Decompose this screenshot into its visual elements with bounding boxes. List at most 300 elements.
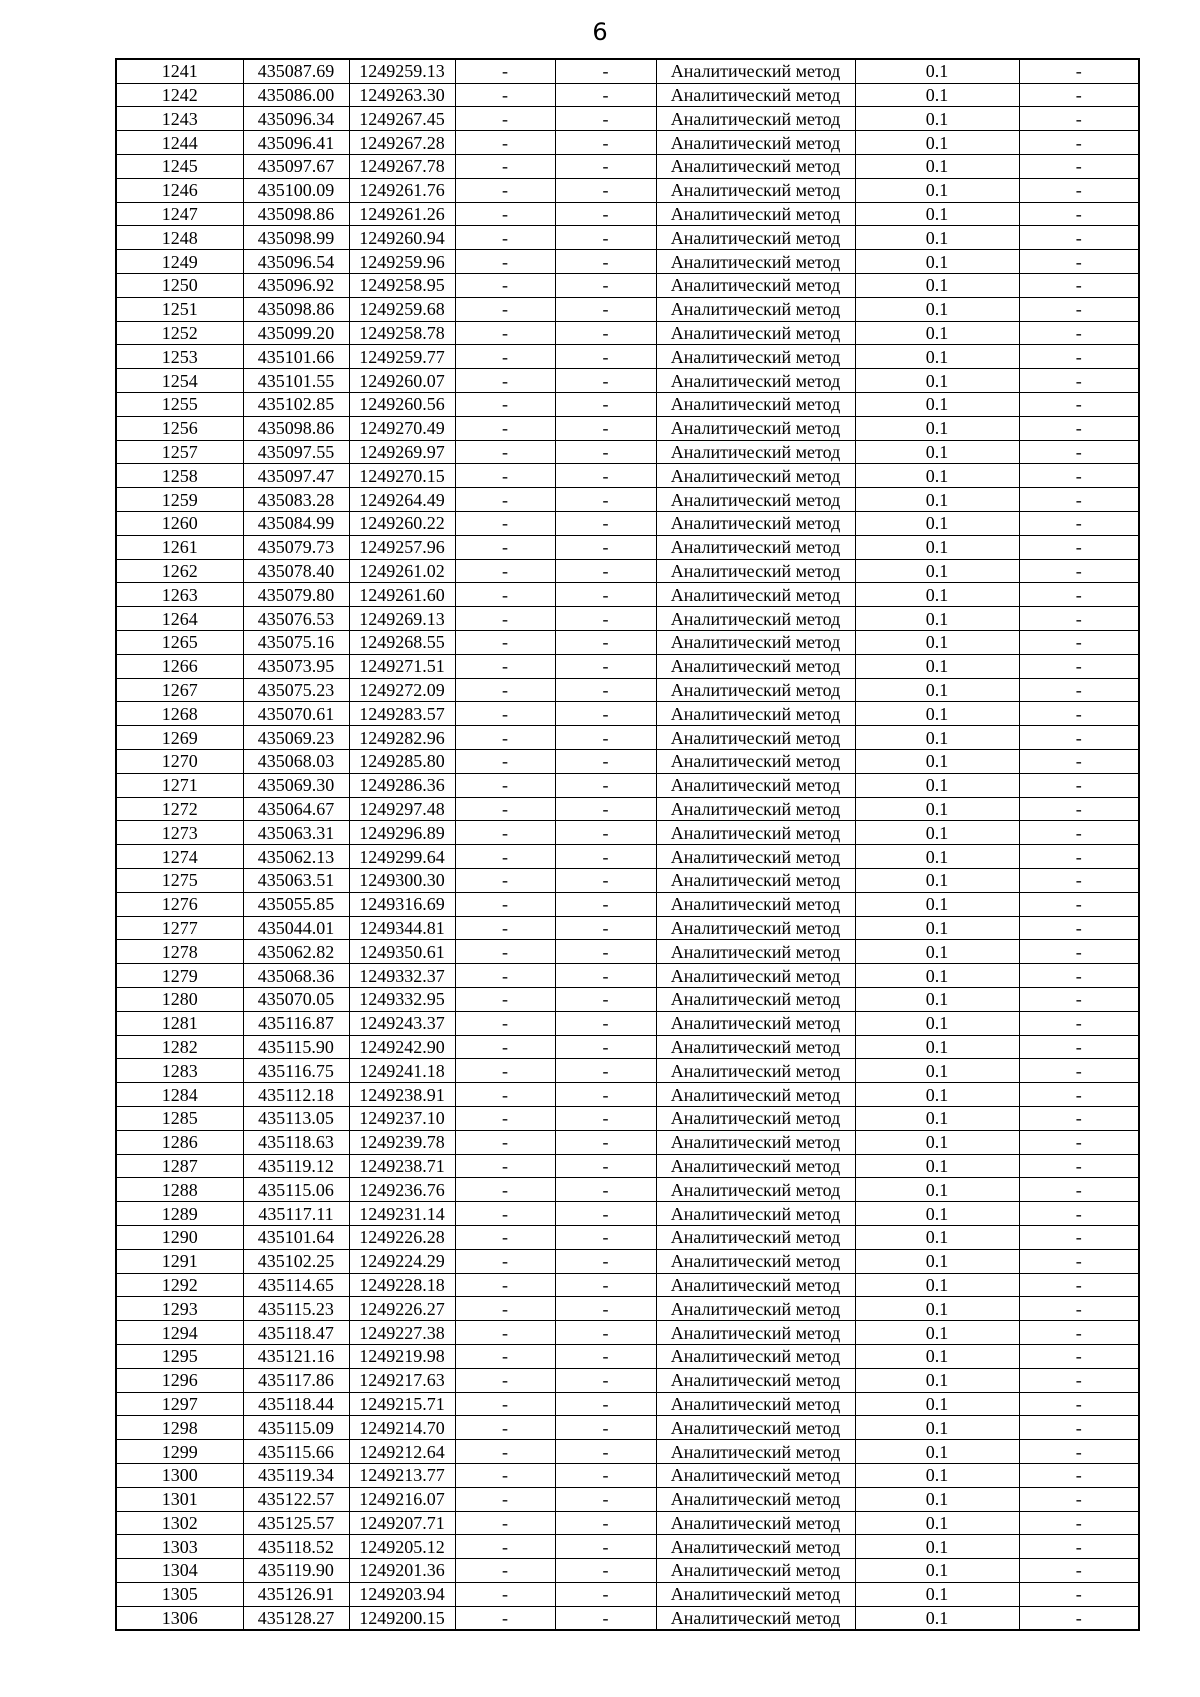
empty-dash-cell: - — [455, 83, 555, 107]
x-coordinate-cell: 435125.57 — [243, 1511, 349, 1535]
empty-dash-cell: - — [555, 750, 656, 774]
empty-dash-cell: - — [455, 987, 555, 1011]
table-row — [116, 654, 1139, 678]
x-coordinate-cell: 435098.86 — [243, 416, 349, 440]
point-number-cell: 1276 — [116, 892, 243, 916]
empty-dash-cell: - — [555, 702, 656, 726]
method-cell: Аналитический метод — [656, 59, 855, 83]
point-number-cell: 1288 — [116, 1178, 243, 1202]
method-cell: Аналитический метод — [656, 321, 855, 345]
empty-dash-cell: - — [1019, 1225, 1139, 1249]
table-row — [116, 845, 1139, 869]
point-number-cell: 1296 — [116, 1368, 243, 1392]
empty-dash-cell: - — [1019, 1202, 1139, 1226]
point-number-cell: 1279 — [116, 964, 243, 988]
point-number-cell: 1306 — [116, 1606, 243, 1630]
empty-dash-cell: - — [1019, 1416, 1139, 1440]
point-number-cell: 1303 — [116, 1535, 243, 1559]
method-cell: Аналитический метод — [656, 512, 855, 536]
empty-dash-cell: - — [455, 1083, 555, 1107]
empty-dash-cell: - — [555, 297, 656, 321]
empty-dash-cell: - — [1019, 1392, 1139, 1416]
empty-dash-cell: - — [1019, 274, 1139, 298]
y-coordinate-cell: 1249268.55 — [349, 631, 455, 655]
method-cell: Аналитический метод — [656, 1535, 855, 1559]
y-coordinate-cell: 1249200.15 — [349, 1606, 455, 1630]
method-cell: Аналитический метод — [656, 797, 855, 821]
empty-dash-cell: - — [1019, 1321, 1139, 1345]
x-coordinate-cell: 435068.36 — [243, 964, 349, 988]
table-row — [116, 274, 1139, 298]
accuracy-cell: 0.1 — [855, 178, 1019, 202]
table-row — [116, 1463, 1139, 1487]
y-coordinate-cell: 1249242.90 — [349, 1035, 455, 1059]
accuracy-cell: 0.1 — [855, 131, 1019, 155]
empty-dash-cell: - — [1019, 1463, 1139, 1487]
table-row — [116, 1249, 1139, 1273]
x-coordinate-cell: 435119.12 — [243, 1154, 349, 1178]
empty-dash-cell: - — [1019, 1059, 1139, 1083]
empty-dash-cell: - — [1019, 654, 1139, 678]
table-row — [116, 369, 1139, 393]
accuracy-cell: 0.1 — [855, 1249, 1019, 1273]
x-coordinate-cell: 435098.99 — [243, 226, 349, 250]
point-number-cell: 1282 — [116, 1035, 243, 1059]
x-coordinate-cell: 435062.13 — [243, 845, 349, 869]
table-row — [116, 178, 1139, 202]
point-number-cell: 1298 — [116, 1416, 243, 1440]
empty-dash-cell: - — [1019, 202, 1139, 226]
x-coordinate-cell: 435063.51 — [243, 868, 349, 892]
accuracy-cell: 0.1 — [855, 964, 1019, 988]
table-row — [116, 488, 1139, 512]
method-cell: Аналитический метод — [656, 202, 855, 226]
y-coordinate-cell: 1249272.09 — [349, 678, 455, 702]
y-coordinate-cell: 1249217.63 — [349, 1368, 455, 1392]
table-row — [116, 345, 1139, 369]
x-coordinate-cell: 435097.55 — [243, 440, 349, 464]
empty-dash-cell: - — [1019, 1511, 1139, 1535]
method-cell: Аналитический метод — [656, 440, 855, 464]
x-coordinate-cell: 435118.47 — [243, 1321, 349, 1345]
point-number-cell: 1289 — [116, 1202, 243, 1226]
table-row — [116, 583, 1139, 607]
method-cell: Аналитический метод — [656, 1130, 855, 1154]
empty-dash-cell: - — [555, 59, 656, 83]
method-cell: Аналитический метод — [656, 631, 855, 655]
empty-dash-cell: - — [1019, 726, 1139, 750]
accuracy-cell: 0.1 — [855, 773, 1019, 797]
x-coordinate-cell: 435122.57 — [243, 1487, 349, 1511]
x-coordinate-cell: 435069.30 — [243, 773, 349, 797]
empty-dash-cell: - — [455, 369, 555, 393]
method-cell: Аналитический метод — [656, 107, 855, 131]
point-number-cell: 1301 — [116, 1487, 243, 1511]
accuracy-cell: 0.1 — [855, 654, 1019, 678]
point-number-cell: 1302 — [116, 1511, 243, 1535]
empty-dash-cell: - — [555, 1249, 656, 1273]
empty-dash-cell: - — [555, 1535, 656, 1559]
x-coordinate-cell: 435117.11 — [243, 1202, 349, 1226]
accuracy-cell: 0.1 — [855, 1487, 1019, 1511]
empty-dash-cell: - — [555, 250, 656, 274]
empty-dash-cell: - — [455, 1368, 555, 1392]
method-cell: Аналитический метод — [656, 1035, 855, 1059]
accuracy-cell: 0.1 — [855, 321, 1019, 345]
table-row — [116, 1344, 1139, 1368]
empty-dash-cell: - — [455, 1249, 555, 1273]
empty-dash-cell: - — [1019, 1273, 1139, 1297]
method-cell: Аналитический метод — [656, 1511, 855, 1535]
x-coordinate-cell: 435121.16 — [243, 1344, 349, 1368]
y-coordinate-cell: 1249259.68 — [349, 297, 455, 321]
empty-dash-cell: - — [555, 369, 656, 393]
accuracy-cell: 0.1 — [855, 1202, 1019, 1226]
table-row — [116, 916, 1139, 940]
y-coordinate-cell: 1249227.38 — [349, 1321, 455, 1345]
accuracy-cell: 0.1 — [855, 1130, 1019, 1154]
x-coordinate-cell: 435119.90 — [243, 1559, 349, 1583]
table-row — [116, 1297, 1139, 1321]
empty-dash-cell: - — [1019, 1606, 1139, 1630]
point-number-cell: 1249 — [116, 250, 243, 274]
method-cell: Аналитический метод — [656, 297, 855, 321]
table-row — [116, 297, 1139, 321]
y-coordinate-cell: 1249226.28 — [349, 1225, 455, 1249]
y-coordinate-cell: 1249344.81 — [349, 916, 455, 940]
accuracy-cell: 0.1 — [855, 1178, 1019, 1202]
y-coordinate-cell: 1249260.56 — [349, 393, 455, 417]
y-coordinate-cell: 1249267.28 — [349, 131, 455, 155]
x-coordinate-cell: 435075.16 — [243, 631, 349, 655]
x-coordinate-cell: 435097.67 — [243, 155, 349, 179]
x-coordinate-cell: 435097.47 — [243, 464, 349, 488]
y-coordinate-cell: 1249286.36 — [349, 773, 455, 797]
y-coordinate-cell: 1249215.71 — [349, 1392, 455, 1416]
x-coordinate-cell: 435068.03 — [243, 750, 349, 774]
method-cell: Аналитический метод — [656, 845, 855, 869]
method-cell: Аналитический метод — [656, 1202, 855, 1226]
empty-dash-cell: - — [455, 1273, 555, 1297]
table-row — [116, 1559, 1139, 1583]
x-coordinate-cell: 435064.67 — [243, 797, 349, 821]
point-number-cell: 1274 — [116, 845, 243, 869]
accuracy-cell: 0.1 — [855, 274, 1019, 298]
x-coordinate-cell: 435115.09 — [243, 1416, 349, 1440]
table-row — [116, 607, 1139, 631]
point-number-cell: 1290 — [116, 1225, 243, 1249]
accuracy-cell: 0.1 — [855, 440, 1019, 464]
method-cell: Аналитический метод — [656, 702, 855, 726]
y-coordinate-cell: 1249350.61 — [349, 940, 455, 964]
accuracy-cell: 0.1 — [855, 702, 1019, 726]
table-row — [116, 1035, 1139, 1059]
empty-dash-cell: - — [555, 1392, 656, 1416]
point-number-cell: 1281 — [116, 1011, 243, 1035]
accuracy-cell: 0.1 — [855, 202, 1019, 226]
empty-dash-cell: - — [1019, 512, 1139, 536]
empty-dash-cell: - — [555, 321, 656, 345]
accuracy-cell: 0.1 — [855, 1106, 1019, 1130]
x-coordinate-cell: 435101.64 — [243, 1225, 349, 1249]
x-coordinate-cell: 435118.52 — [243, 1535, 349, 1559]
accuracy-cell: 0.1 — [855, 512, 1019, 536]
empty-dash-cell: - — [455, 678, 555, 702]
x-coordinate-cell: 435116.75 — [243, 1059, 349, 1083]
empty-dash-cell: - — [455, 1463, 555, 1487]
empty-dash-cell: - — [455, 916, 555, 940]
method-cell: Аналитический метод — [656, 83, 855, 107]
empty-dash-cell: - — [1019, 1368, 1139, 1392]
empty-dash-cell: - — [1019, 1487, 1139, 1511]
method-cell: Аналитический метод — [656, 1392, 855, 1416]
accuracy-cell: 0.1 — [855, 1273, 1019, 1297]
empty-dash-cell: - — [1019, 821, 1139, 845]
y-coordinate-cell: 1249285.80 — [349, 750, 455, 774]
coordinates-table — [115, 58, 1140, 1631]
point-number-cell: 1254 — [116, 369, 243, 393]
empty-dash-cell: - — [555, 773, 656, 797]
y-coordinate-cell: 1249239.78 — [349, 1130, 455, 1154]
method-cell: Аналитический метод — [656, 1416, 855, 1440]
point-number-cell: 1299 — [116, 1440, 243, 1464]
x-coordinate-cell: 435126.91 — [243, 1582, 349, 1606]
table-row — [116, 631, 1139, 655]
empty-dash-cell: - — [455, 1202, 555, 1226]
point-number-cell: 1259 — [116, 488, 243, 512]
point-number-cell: 1295 — [116, 1344, 243, 1368]
empty-dash-cell: - — [455, 1059, 555, 1083]
x-coordinate-cell: 435115.23 — [243, 1297, 349, 1321]
method-cell: Аналитический метод — [656, 178, 855, 202]
y-coordinate-cell: 1249300.30 — [349, 868, 455, 892]
y-coordinate-cell: 1249226.27 — [349, 1297, 455, 1321]
table-row — [116, 464, 1139, 488]
method-cell: Аналитический метод — [656, 416, 855, 440]
accuracy-cell: 0.1 — [855, 1297, 1019, 1321]
y-coordinate-cell: 1249259.96 — [349, 250, 455, 274]
accuracy-cell: 0.1 — [855, 107, 1019, 131]
x-coordinate-cell: 435096.54 — [243, 250, 349, 274]
method-cell: Аналитический метод — [656, 821, 855, 845]
y-coordinate-cell: 1249241.18 — [349, 1059, 455, 1083]
accuracy-cell: 0.1 — [855, 1225, 1019, 1249]
table-row — [116, 1059, 1139, 1083]
empty-dash-cell: - — [1019, 987, 1139, 1011]
empty-dash-cell: - — [1019, 535, 1139, 559]
empty-dash-cell: - — [555, 107, 656, 131]
table-row — [116, 1225, 1139, 1249]
empty-dash-cell: - — [1019, 1083, 1139, 1107]
accuracy-cell: 0.1 — [855, 1559, 1019, 1583]
x-coordinate-cell: 435063.31 — [243, 821, 349, 845]
empty-dash-cell: - — [455, 797, 555, 821]
empty-dash-cell: - — [555, 1011, 656, 1035]
empty-dash-cell: - — [555, 916, 656, 940]
method-cell: Аналитический метод — [656, 131, 855, 155]
accuracy-cell: 0.1 — [855, 1416, 1019, 1440]
x-coordinate-cell: 435069.23 — [243, 726, 349, 750]
empty-dash-cell: - — [555, 274, 656, 298]
table-row — [116, 226, 1139, 250]
point-number-cell: 1277 — [116, 916, 243, 940]
empty-dash-cell: - — [555, 987, 656, 1011]
table-row — [116, 1368, 1139, 1392]
point-number-cell: 1252 — [116, 321, 243, 345]
method-cell: Аналитический метод — [656, 1106, 855, 1130]
point-number-cell: 1292 — [116, 1273, 243, 1297]
y-coordinate-cell: 1249224.29 — [349, 1249, 455, 1273]
table-row — [116, 1535, 1139, 1559]
empty-dash-cell: - — [455, 1559, 555, 1583]
point-number-cell: 1285 — [116, 1106, 243, 1130]
y-coordinate-cell: 1249219.98 — [349, 1344, 455, 1368]
accuracy-cell: 0.1 — [855, 297, 1019, 321]
empty-dash-cell: - — [555, 202, 656, 226]
empty-dash-cell: - — [555, 1440, 656, 1464]
accuracy-cell: 0.1 — [855, 1463, 1019, 1487]
empty-dash-cell: - — [455, 178, 555, 202]
method-cell: Аналитический метод — [656, 1344, 855, 1368]
y-coordinate-cell: 1249238.71 — [349, 1154, 455, 1178]
empty-dash-cell: - — [555, 654, 656, 678]
method-cell: Аналитический метод — [656, 1011, 855, 1035]
y-coordinate-cell: 1249261.76 — [349, 178, 455, 202]
x-coordinate-cell: 435076.53 — [243, 607, 349, 631]
y-coordinate-cell: 1249259.77 — [349, 345, 455, 369]
table-row — [116, 1202, 1139, 1226]
empty-dash-cell: - — [1019, 868, 1139, 892]
table-row — [116, 1440, 1139, 1464]
method-cell: Аналитический метод — [656, 250, 855, 274]
empty-dash-cell: - — [555, 131, 656, 155]
empty-dash-cell: - — [555, 940, 656, 964]
y-coordinate-cell: 1249267.45 — [349, 107, 455, 131]
empty-dash-cell: - — [1019, 559, 1139, 583]
empty-dash-cell: - — [1019, 59, 1139, 83]
x-coordinate-cell: 435044.01 — [243, 916, 349, 940]
y-coordinate-cell: 1249257.96 — [349, 535, 455, 559]
table-row — [116, 1178, 1139, 1202]
point-number-cell: 1291 — [116, 1249, 243, 1273]
y-coordinate-cell: 1249205.12 — [349, 1535, 455, 1559]
empty-dash-cell: - — [455, 750, 555, 774]
empty-dash-cell: - — [455, 1392, 555, 1416]
y-coordinate-cell: 1249261.26 — [349, 202, 455, 226]
empty-dash-cell: - — [555, 1344, 656, 1368]
point-number-cell: 1283 — [116, 1059, 243, 1083]
point-number-cell: 1258 — [116, 464, 243, 488]
x-coordinate-cell: 435075.23 — [243, 678, 349, 702]
empty-dash-cell: - — [555, 1559, 656, 1583]
empty-dash-cell: - — [455, 892, 555, 916]
x-coordinate-cell: 435079.73 — [243, 535, 349, 559]
point-number-cell: 1267 — [116, 678, 243, 702]
method-cell: Аналитический метод — [656, 868, 855, 892]
empty-dash-cell: - — [455, 964, 555, 988]
table-row — [116, 559, 1139, 583]
table-row — [116, 1392, 1139, 1416]
empty-dash-cell: - — [455, 1178, 555, 1202]
x-coordinate-cell: 435118.63 — [243, 1130, 349, 1154]
x-coordinate-cell: 435102.85 — [243, 393, 349, 417]
empty-dash-cell: - — [1019, 321, 1139, 345]
method-cell: Аналитический метод — [656, 750, 855, 774]
accuracy-cell: 0.1 — [855, 1154, 1019, 1178]
y-coordinate-cell: 1249261.02 — [349, 559, 455, 583]
x-coordinate-cell: 435102.25 — [243, 1249, 349, 1273]
accuracy-cell: 0.1 — [855, 488, 1019, 512]
point-number-cell: 1272 — [116, 797, 243, 821]
table-row — [116, 892, 1139, 916]
method-cell: Аналитический метод — [656, 226, 855, 250]
method-cell: Аналитический метод — [656, 583, 855, 607]
table-row — [116, 535, 1139, 559]
empty-dash-cell: - — [555, 1106, 656, 1130]
point-number-cell: 1244 — [116, 131, 243, 155]
table-row — [116, 821, 1139, 845]
empty-dash-cell: - — [455, 535, 555, 559]
point-number-cell: 1270 — [116, 750, 243, 774]
accuracy-cell: 0.1 — [855, 226, 1019, 250]
empty-dash-cell: - — [455, 1487, 555, 1511]
y-coordinate-cell: 1249299.64 — [349, 845, 455, 869]
empty-dash-cell: - — [1019, 393, 1139, 417]
empty-dash-cell: - — [455, 1606, 555, 1630]
x-coordinate-cell: 435115.06 — [243, 1178, 349, 1202]
empty-dash-cell: - — [555, 226, 656, 250]
table-row — [116, 940, 1139, 964]
table-row — [116, 797, 1139, 821]
empty-dash-cell: - — [555, 821, 656, 845]
empty-dash-cell: - — [455, 1225, 555, 1249]
method-cell: Аналитический метод — [656, 345, 855, 369]
method-cell: Аналитический метод — [656, 1463, 855, 1487]
empty-dash-cell: - — [455, 1535, 555, 1559]
x-coordinate-cell: 435084.99 — [243, 512, 349, 536]
accuracy-cell: 0.1 — [855, 1582, 1019, 1606]
method-cell: Аналитический метод — [656, 916, 855, 940]
empty-dash-cell: - — [555, 155, 656, 179]
empty-dash-cell: - — [1019, 488, 1139, 512]
empty-dash-cell: - — [1019, 83, 1139, 107]
empty-dash-cell: - — [555, 1511, 656, 1535]
empty-dash-cell: - — [555, 1059, 656, 1083]
accuracy-cell: 0.1 — [855, 1011, 1019, 1035]
empty-dash-cell: - — [555, 1035, 656, 1059]
empty-dash-cell: - — [455, 321, 555, 345]
empty-dash-cell: - — [455, 1011, 555, 1035]
y-coordinate-cell: 1249260.94 — [349, 226, 455, 250]
method-cell: Аналитический метод — [656, 1225, 855, 1249]
empty-dash-cell: - — [1019, 702, 1139, 726]
empty-dash-cell: - — [555, 1487, 656, 1511]
empty-dash-cell: - — [555, 83, 656, 107]
point-number-cell: 1255 — [116, 393, 243, 417]
empty-dash-cell: - — [1019, 1106, 1139, 1130]
y-coordinate-cell: 1249269.13 — [349, 607, 455, 631]
point-number-cell: 1242 — [116, 83, 243, 107]
empty-dash-cell: - — [455, 155, 555, 179]
empty-dash-cell: - — [555, 1606, 656, 1630]
table-row — [116, 131, 1139, 155]
point-number-cell: 1304 — [116, 1559, 243, 1583]
accuracy-cell: 0.1 — [855, 797, 1019, 821]
empty-dash-cell: - — [455, 1035, 555, 1059]
point-number-cell: 1257 — [116, 440, 243, 464]
y-coordinate-cell: 1249238.91 — [349, 1083, 455, 1107]
accuracy-cell: 0.1 — [855, 1511, 1019, 1535]
